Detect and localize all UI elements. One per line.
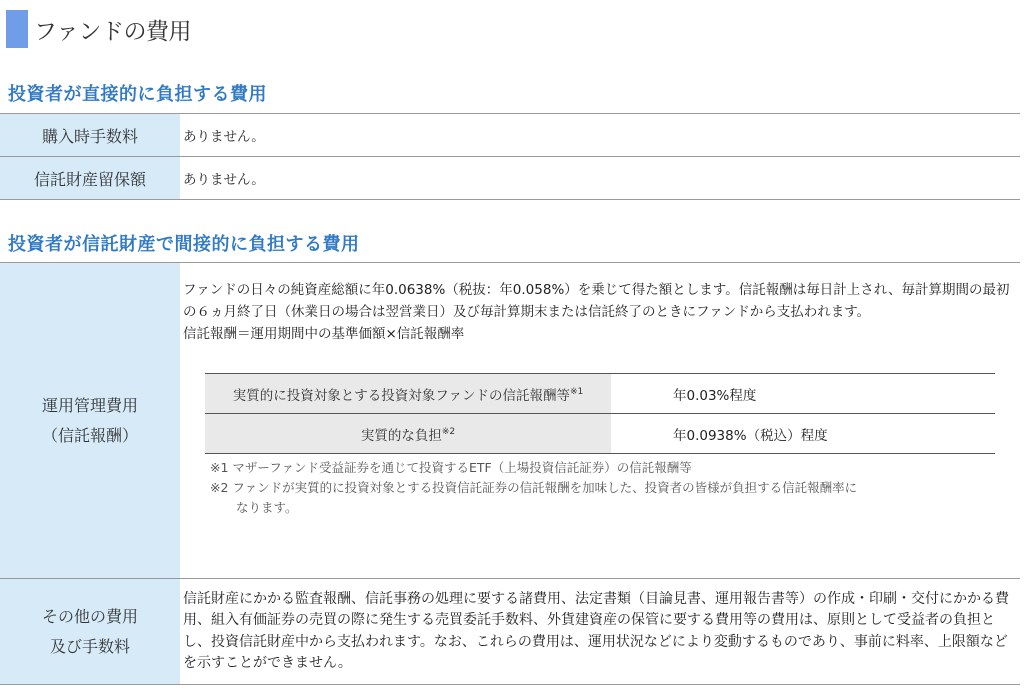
management-fee-label-line2: （信託報酬）	[41, 425, 138, 445]
footnote-2-continued: なります。	[236, 500, 298, 515]
page-title-bar	[6, 10, 191, 48]
table-row	[0, 157, 1020, 200]
management-fee-detail	[180, 263, 1020, 579]
management-fee-label-line1: 運用管理費用	[41, 395, 138, 415]
breakdown-label: 実質的に投資対象とする投資対象ファンドの信託報酬等$^{※1}$	[205, 374, 611, 414]
trust-fee-breakdown-table	[205, 373, 995, 454]
row-value-purchase-fee: ありません。	[180, 114, 1020, 157]
title-accent-mark	[6, 10, 28, 48]
row-label-purchase-fee: 購入時手数料	[0, 114, 180, 157]
table-row	[0, 263, 1020, 579]
section-heading-indirect-costs: 投資者が信託財産で間接的に負担する費用	[8, 234, 360, 255]
section-heading-direct-costs: 投資者が直接的に負担する費用	[8, 84, 267, 105]
row-label-retention-fee: 信託財産留保額	[0, 157, 180, 200]
row-value-retention-fee: ありません。	[180, 157, 1020, 200]
footnote-mark: ※1	[569, 386, 584, 397]
management-fee-description: ファンドの日々の純資産総額に年0.0638%（税抜：年0.058%）を乗じて得た額とします。信託報酬は毎日計上され、毎計算期間の最初の６ヵ月終了日（休業日の場合は翌営業日）及び毎計算期末または信託終了のときにファンドから支払われます。	[183, 282, 1010, 320]
table-row	[205, 374, 995, 414]
breakdown-value: 年0.03%程度	[611, 374, 995, 414]
breakdown-label: 実質的な負担$^{※2}$	[205, 414, 611, 454]
other-fees-label-line1: その他の費用	[41, 606, 138, 626]
page-title: ファンドの費用	[34, 18, 192, 45]
other-fees-description: 信託財産にかかる監査報酬、信託事務の処理に要する諸費用、法定書類（目論見書、運用報告書等）の作成・印刷・交付にかかる費用、組入有価証券の売買の際に発生する売買委託手数料、外貨建資産の保管に要する費用等の費用は、原則として受益者の負担とし、投資信託財産中から支払われます。なお、これらの費用は、運用状況などにより変動するものであり、事前に料率、上限額などを示すことができません。	[183, 590, 1009, 671]
table-row	[205, 414, 995, 454]
row-label-other-fees	[0, 579, 180, 685]
indirect-costs-table	[0, 262, 1020, 685]
footnote-2: ※2 ファンドが実質的に投資対象とする投資信託証券の信託報酬を加味した、投資者の皆様が負担する信託報酬率に	[210, 480, 858, 495]
footnote-1: ※1 マザーファンド受益証券を通じて投資するETF（上場投資信託証券）の信託報酬等	[210, 460, 692, 475]
table-row	[0, 579, 1020, 685]
other-fees-detail	[180, 579, 1020, 685]
direct-costs-table	[0, 113, 1020, 200]
footnote-mark: ※2	[441, 426, 456, 437]
breakdown-value: 年0.0938%（税込）程度	[611, 414, 995, 454]
table-row	[0, 114, 1020, 157]
footnotes	[210, 458, 1020, 518]
row-label-management-fee	[0, 263, 180, 579]
management-fee-formula: 信託報酬＝運用期間中の基準価額×信託報酬率	[183, 326, 465, 342]
other-fees-label-line2: 及び手数料	[49, 636, 130, 656]
